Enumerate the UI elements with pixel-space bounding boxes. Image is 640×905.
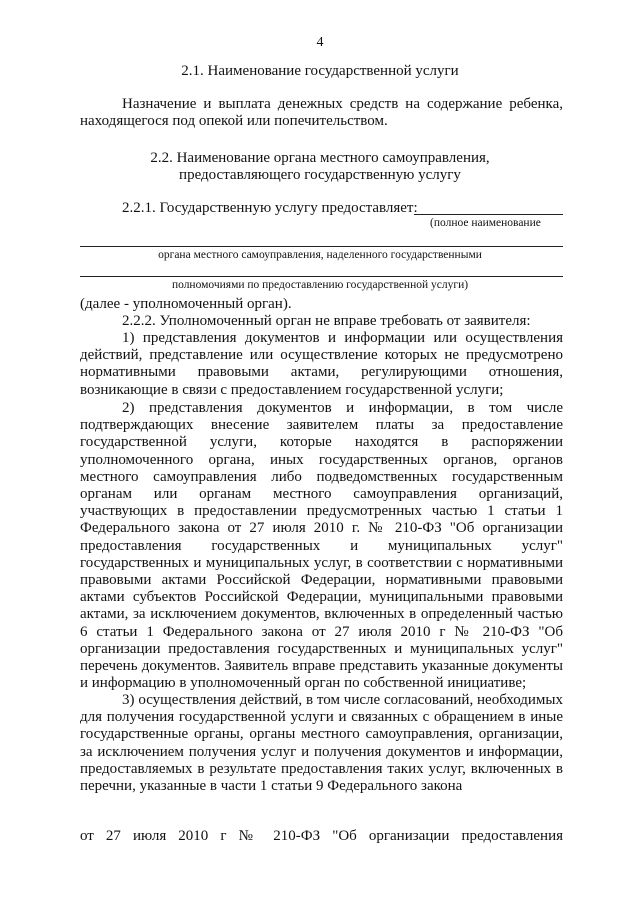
section-2-2-heading-line2: предоставляющего государственную услугу <box>179 167 461 183</box>
caption-full-name: (полное наименование <box>430 217 541 229</box>
caption-powers: полномочиями по предоставлению государственной услуги) <box>171 279 469 291</box>
section-2-1-text: Назначение и выплата денежных средств на содержание ребенка, находящегося под опекой или попечительством. <box>80 96 563 130</box>
page-number: 4 <box>316 35 324 50</box>
section-2-1-heading: 2.1. Наименование государственной услуги <box>181 63 459 79</box>
list-item-3: 3) осуществления действий, в том числе согласований, необходимых для получения государственной услуги и связанных с обращением в иные государственные органы, органы местного самоуправления, организации, за исключением получения услуг и получения документов и информации, предоставляемых в результате предоставления таких услуг, включенных в перечни, указанные в части 1 статьи 9 Федерального закона <box>80 692 563 795</box>
list-item-3-last-line: от 27 июля 2010 г № 210-ФЗ "Об организации предоставления <box>80 828 563 844</box>
fill-in-line <box>80 276 563 277</box>
section-2-2-heading-line1: 2.2. Наименование органа местного самоуправления, <box>150 150 490 166</box>
list-item-2: 2) представления документов и информации, в том числе подтверждающих внесение заявителем платы за предоставление государственной услуги, которые находятся в распоряжении уполномоченного органа, иных государственных органов, органов местного самоуправления либо подведомственных государственным органам или органам местного самоуправления организаций, участвующих в предоставлении предусмотренных частью 1 статьи 1 Федерального закона от 27 июля 2010 г. № 210-ФЗ "Об организации предоставления государственных и муниципальных услуг" государственных и муниципальных услуг, в соответствии с нормативными правовыми актами Российской Федерации, нормативными правовыми актами субъектов Российской Федерации, муниципальными правовыми актами, за исключением документов, включенных в определенный частью 6 статьи 1 Федерального закона от 27 июля 2010 г № 210-ФЗ "Об организации предоставления государственных и муниципальных услуг" перечень документов. Заявитель вправе представить указанные документы и информацию в уполномоченный орган по собственной инициативе; <box>80 400 563 692</box>
section-2-2-1-text: 2.2.1. Государственную услугу предоставляет: <box>122 200 418 216</box>
list-item-1: 1) представления документов и информации или осуществления действий, представление или осуществление которых не предусмотрено нормативными правовыми актами, регулирующими отношения, возникающие в связи с предоставлением государственной услуги; <box>80 330 563 398</box>
section-2-2-2-intro: 2.2.2. Уполномоченный орган не вправе требовать от заявителя: <box>122 313 531 329</box>
authorized-body-note: (далее - уполномоченный орган). <box>80 296 292 312</box>
caption-body-name: органа местного самоуправления, наделенного государственными <box>158 249 482 261</box>
fill-in-line <box>414 214 563 215</box>
fill-in-line <box>80 246 563 247</box>
